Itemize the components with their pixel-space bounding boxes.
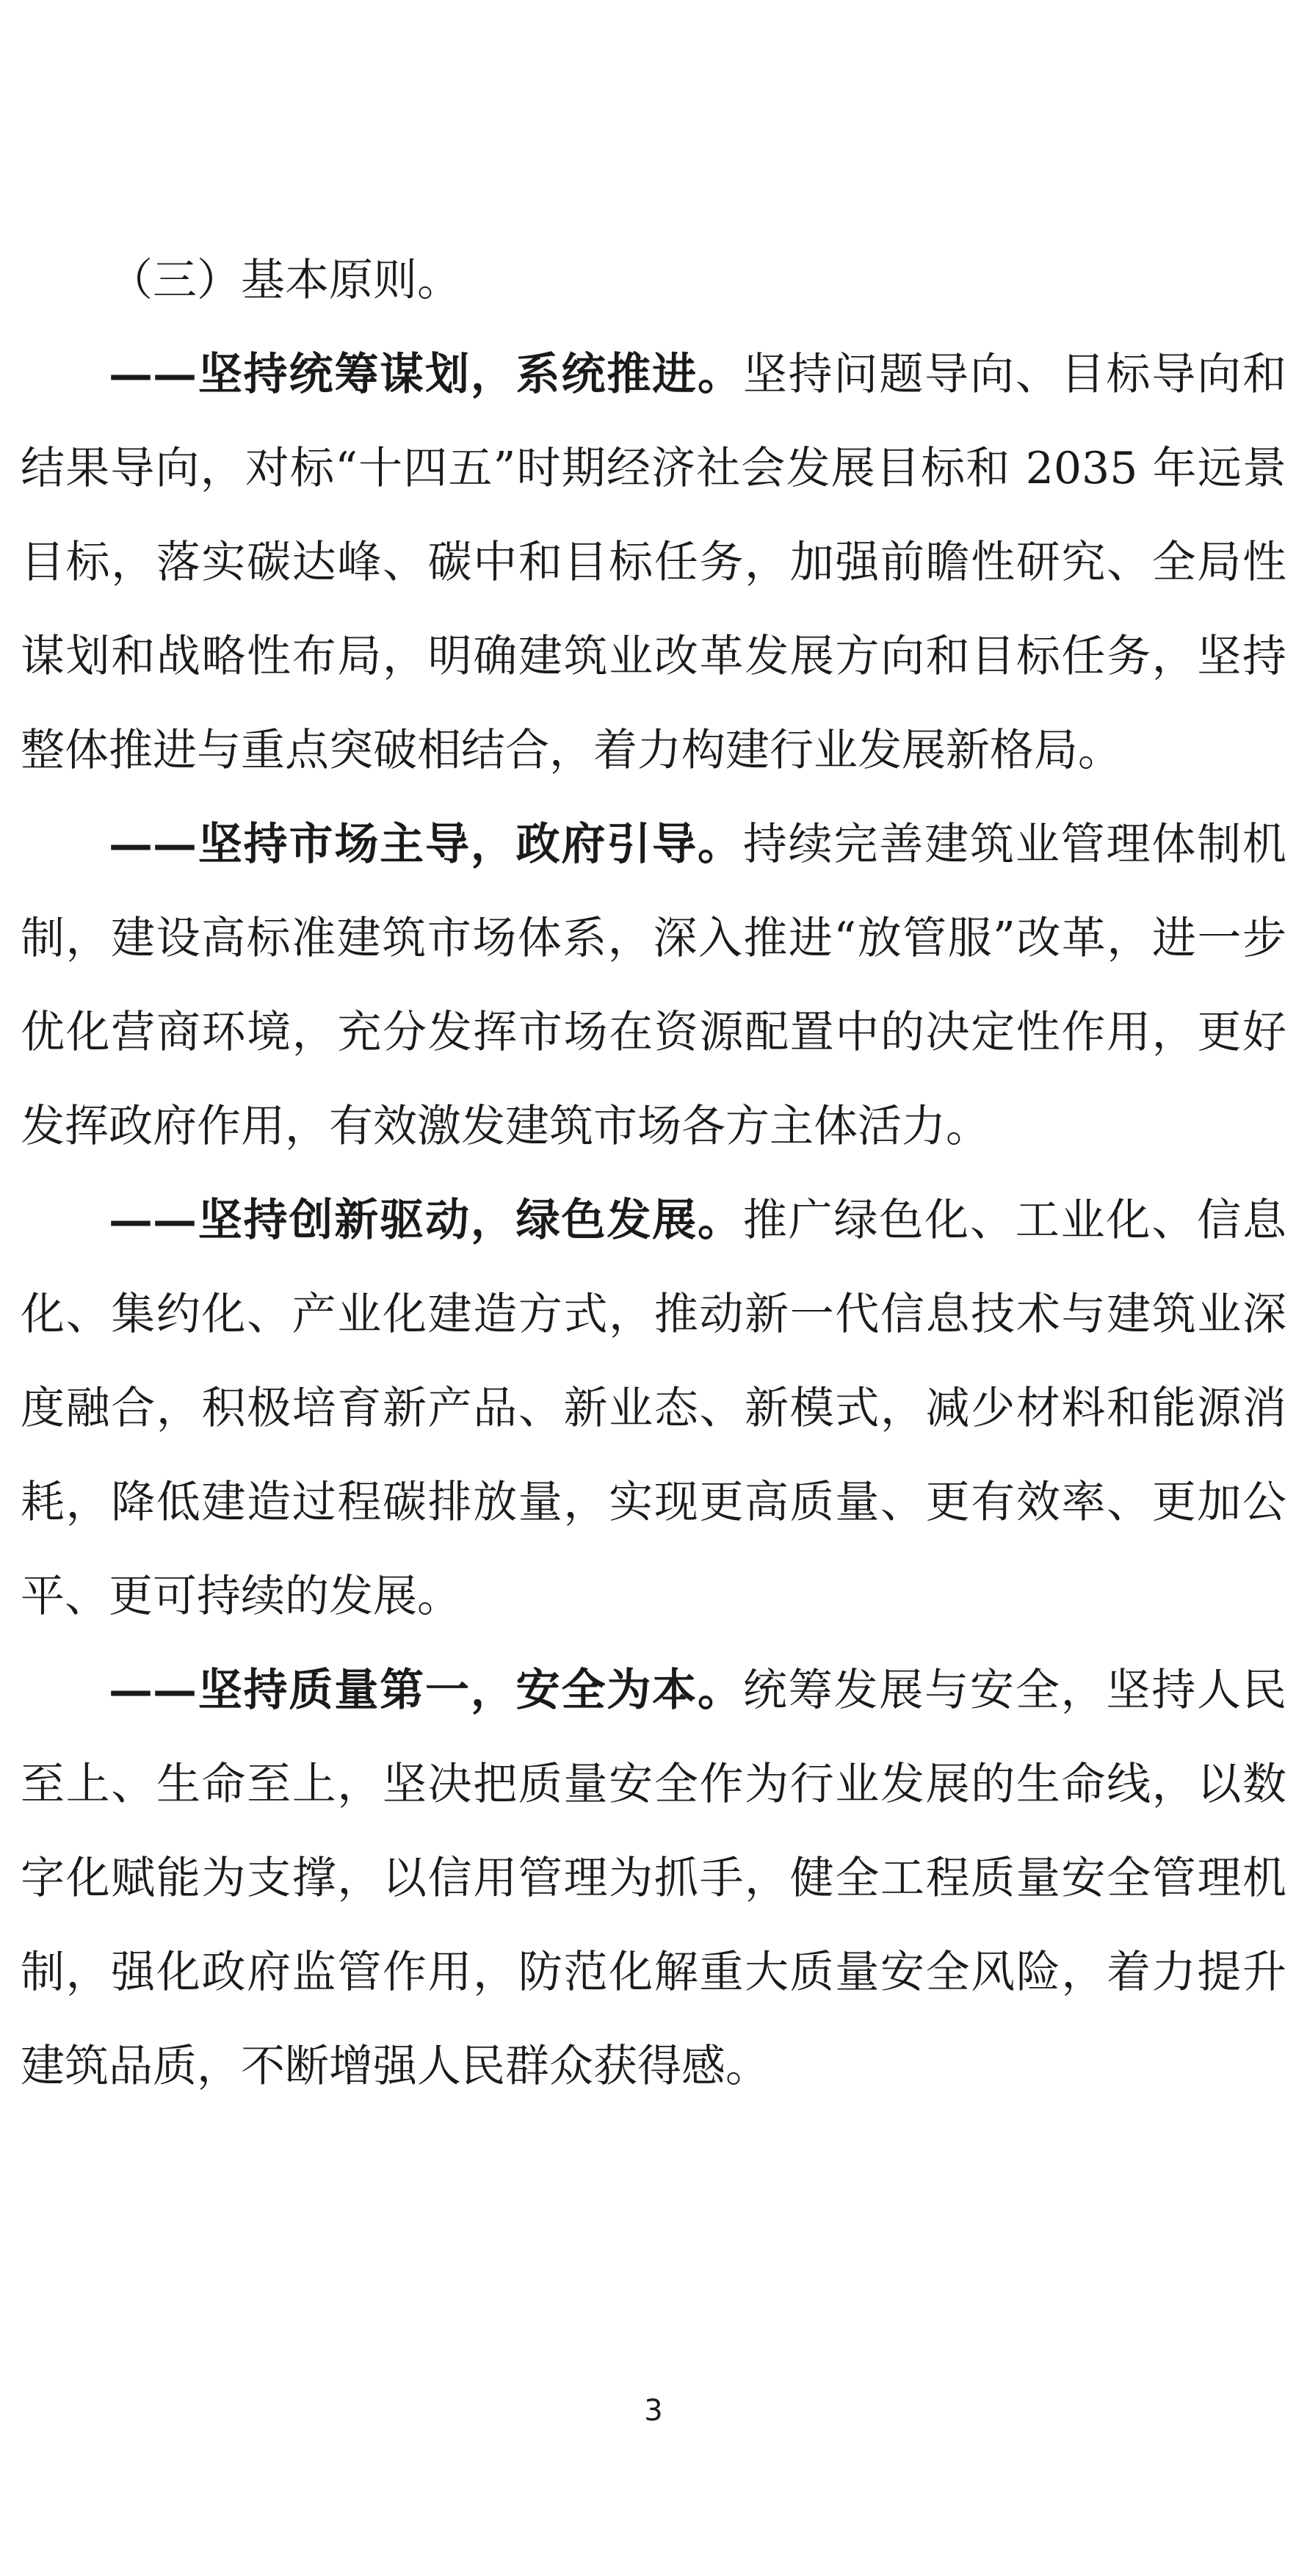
principle-lead: ——坚持市场主导，政府引导。 (109, 819, 743, 870)
principle-paragraph (21, 1643, 1286, 2113)
principle-lead: ——坚持统筹谋划，系统推进。 (109, 349, 743, 400)
principle-paragraph (21, 328, 1286, 797)
principle-body: 坚持问题导向、目标导向和结果导向，对标“十四五”时期经济社会发展目标和 2035 年远景目标，落实碳达峰、碳中和目标任务，加强前瞻性研究、全局性谋划和战略性布局，明确建筑业改革发展方向和目标任务，坚持整体推进与重点突破相结合，着力构建行业发展新格局。 (21, 349, 1287, 776)
document-body (21, 234, 1286, 2113)
principle-lead: ——坚持创新驱动，绿色发展。 (109, 1195, 743, 1246)
principle-body: 持续完善建筑业管理体制机制，建设高标准建筑市场体系，深入推进“放管服”改革，进一步优化营商环境，充分发挥市场在资源配置中的决定性作用，更好发挥政府作用，有效激发建筑市场各方主体活力。 (21, 819, 1287, 1152)
principle-body: 统筹发展与安全，坚持人民至上、生命至上，坚决把质量安全作为行业发展的生命线，以数字化赋能为支撑，以信用管理为抓手，健全工程质量安全管理机制，强化政府监管作用，防范化解重大质量安全风险，着力提升建筑品质，不断增强人民群众获得感。 (21, 1665, 1287, 2092)
principle-paragraph (21, 797, 1286, 1173)
section-heading: （三）基本原则。 (109, 255, 461, 306)
principle-lead: ——坚持质量第一，安全为本。 (109, 1665, 743, 1716)
principle-paragraph (21, 1173, 1286, 1643)
principle-body: 推广绿色化、工业化、信息化、集约化、产业化建造方式，推动新一代信息技术与建筑业深度融合，积极培育新产品、新业态、新模式，减少材料和能源消耗，降低建造过程碳排放量，实现更高质量、更有效率、更加公平、更可持续的发展。 (21, 1195, 1287, 1622)
page-number: 3 (644, 2394, 663, 2428)
